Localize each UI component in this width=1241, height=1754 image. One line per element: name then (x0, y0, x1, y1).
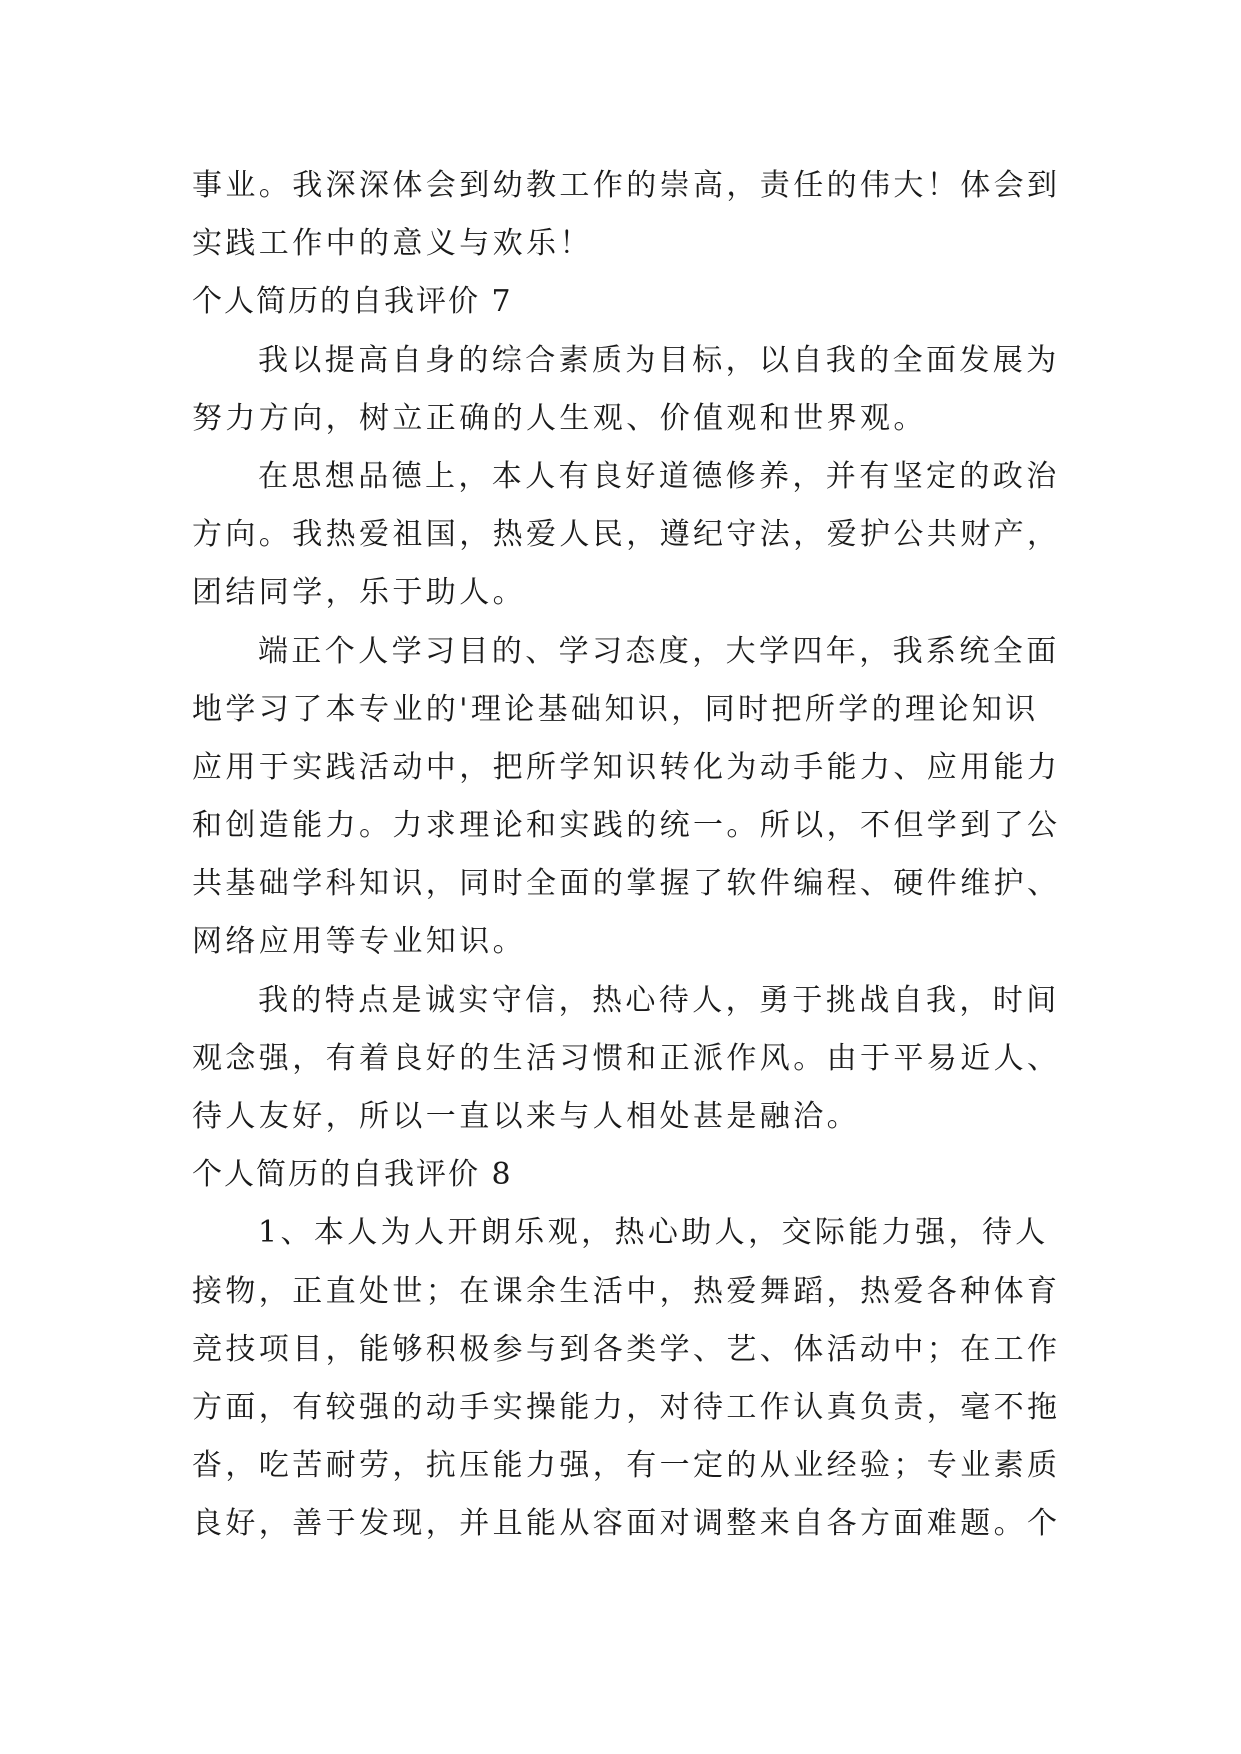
paragraph-line: 观念强，有着良好的生活习惯和正派作风。由于平易近人、 (192, 1040, 1061, 1076)
paragraph-line: 接物，正直处世；在课余生活中，热爱舞蹈，热爱各种体育 (192, 1273, 1061, 1309)
paragraph-line: 方面，有较强的动手实操能力，对待工作认真负责，毫不拖 (192, 1389, 1061, 1425)
paragraph-line: 方向。我热爱祖国，热爱人民，遵纪守法，爱护公共财产， (192, 517, 1061, 553)
paragraph-line: 竞技项目，能够积极参与到各类学、艺、体活动中；在工作 (192, 1331, 1061, 1367)
paragraph-line: 努力方向，树立正确的人生观、价值观和世界观。 (192, 400, 927, 436)
paragraph-line: 端正个人学习目的、学习态度，大学四年，我系统全面 (258, 633, 1060, 669)
section-heading-7: 个人简历的自我评价 7 (192, 284, 513, 320)
paragraph-line: 1、本人为人开朗乐观，热心助人，交际能力强，待人 (258, 1215, 1049, 1251)
paragraph-line: 在思想品德上，本人有良好道德修养，并有坚定的政治 (258, 458, 1060, 494)
paragraph-line: 应用于实践活动中，把所学知识转化为动手能力、应用能力 (192, 749, 1061, 785)
paragraph-line: 待人友好，所以一直以来与人相处甚是融洽。 (192, 1099, 860, 1134)
paragraph-line: 共基础学科知识，同时全面的掌握了软件编程、硬件维护、 (192, 866, 1061, 902)
paragraph-line: 我以提高自身的综合素质为目标，以自我的全面发展为 (258, 342, 1060, 378)
paragraph-line: 我的特点是诚实守信，热心待人，勇于挑战自我，时间 (258, 982, 1060, 1018)
paragraph-line: 事业。我深深体会到幼教工作的崇高，责任的伟大！体会到 (192, 168, 1061, 203)
paragraph-line: 良好，善于发现，并且能从容面对调整来自各方面难题。个 (192, 1506, 1061, 1542)
document-body (192, 157, 1061, 1554)
paragraph-line: 实践工作中的意义与欢乐！ (192, 226, 593, 262)
paragraph-line: 团结同学，乐于助人。 (192, 575, 526, 611)
paragraph-line: 地学习了本专业的'理论基础知识，同时把所学的理论知识 (192, 691, 1039, 727)
paragraph-line: 沓，吃苦耐劳，抗压能力强，有一定的从业经验；专业素质 (192, 1448, 1061, 1484)
section-heading-8: 个人简历的自我评价 8 (192, 1157, 513, 1193)
paragraph-line: 和创造能力。力求理论和实践的统一。所以，不但学到了公 (192, 808, 1061, 844)
paragraph-line: 网络应用等专业知识。 (192, 924, 526, 960)
